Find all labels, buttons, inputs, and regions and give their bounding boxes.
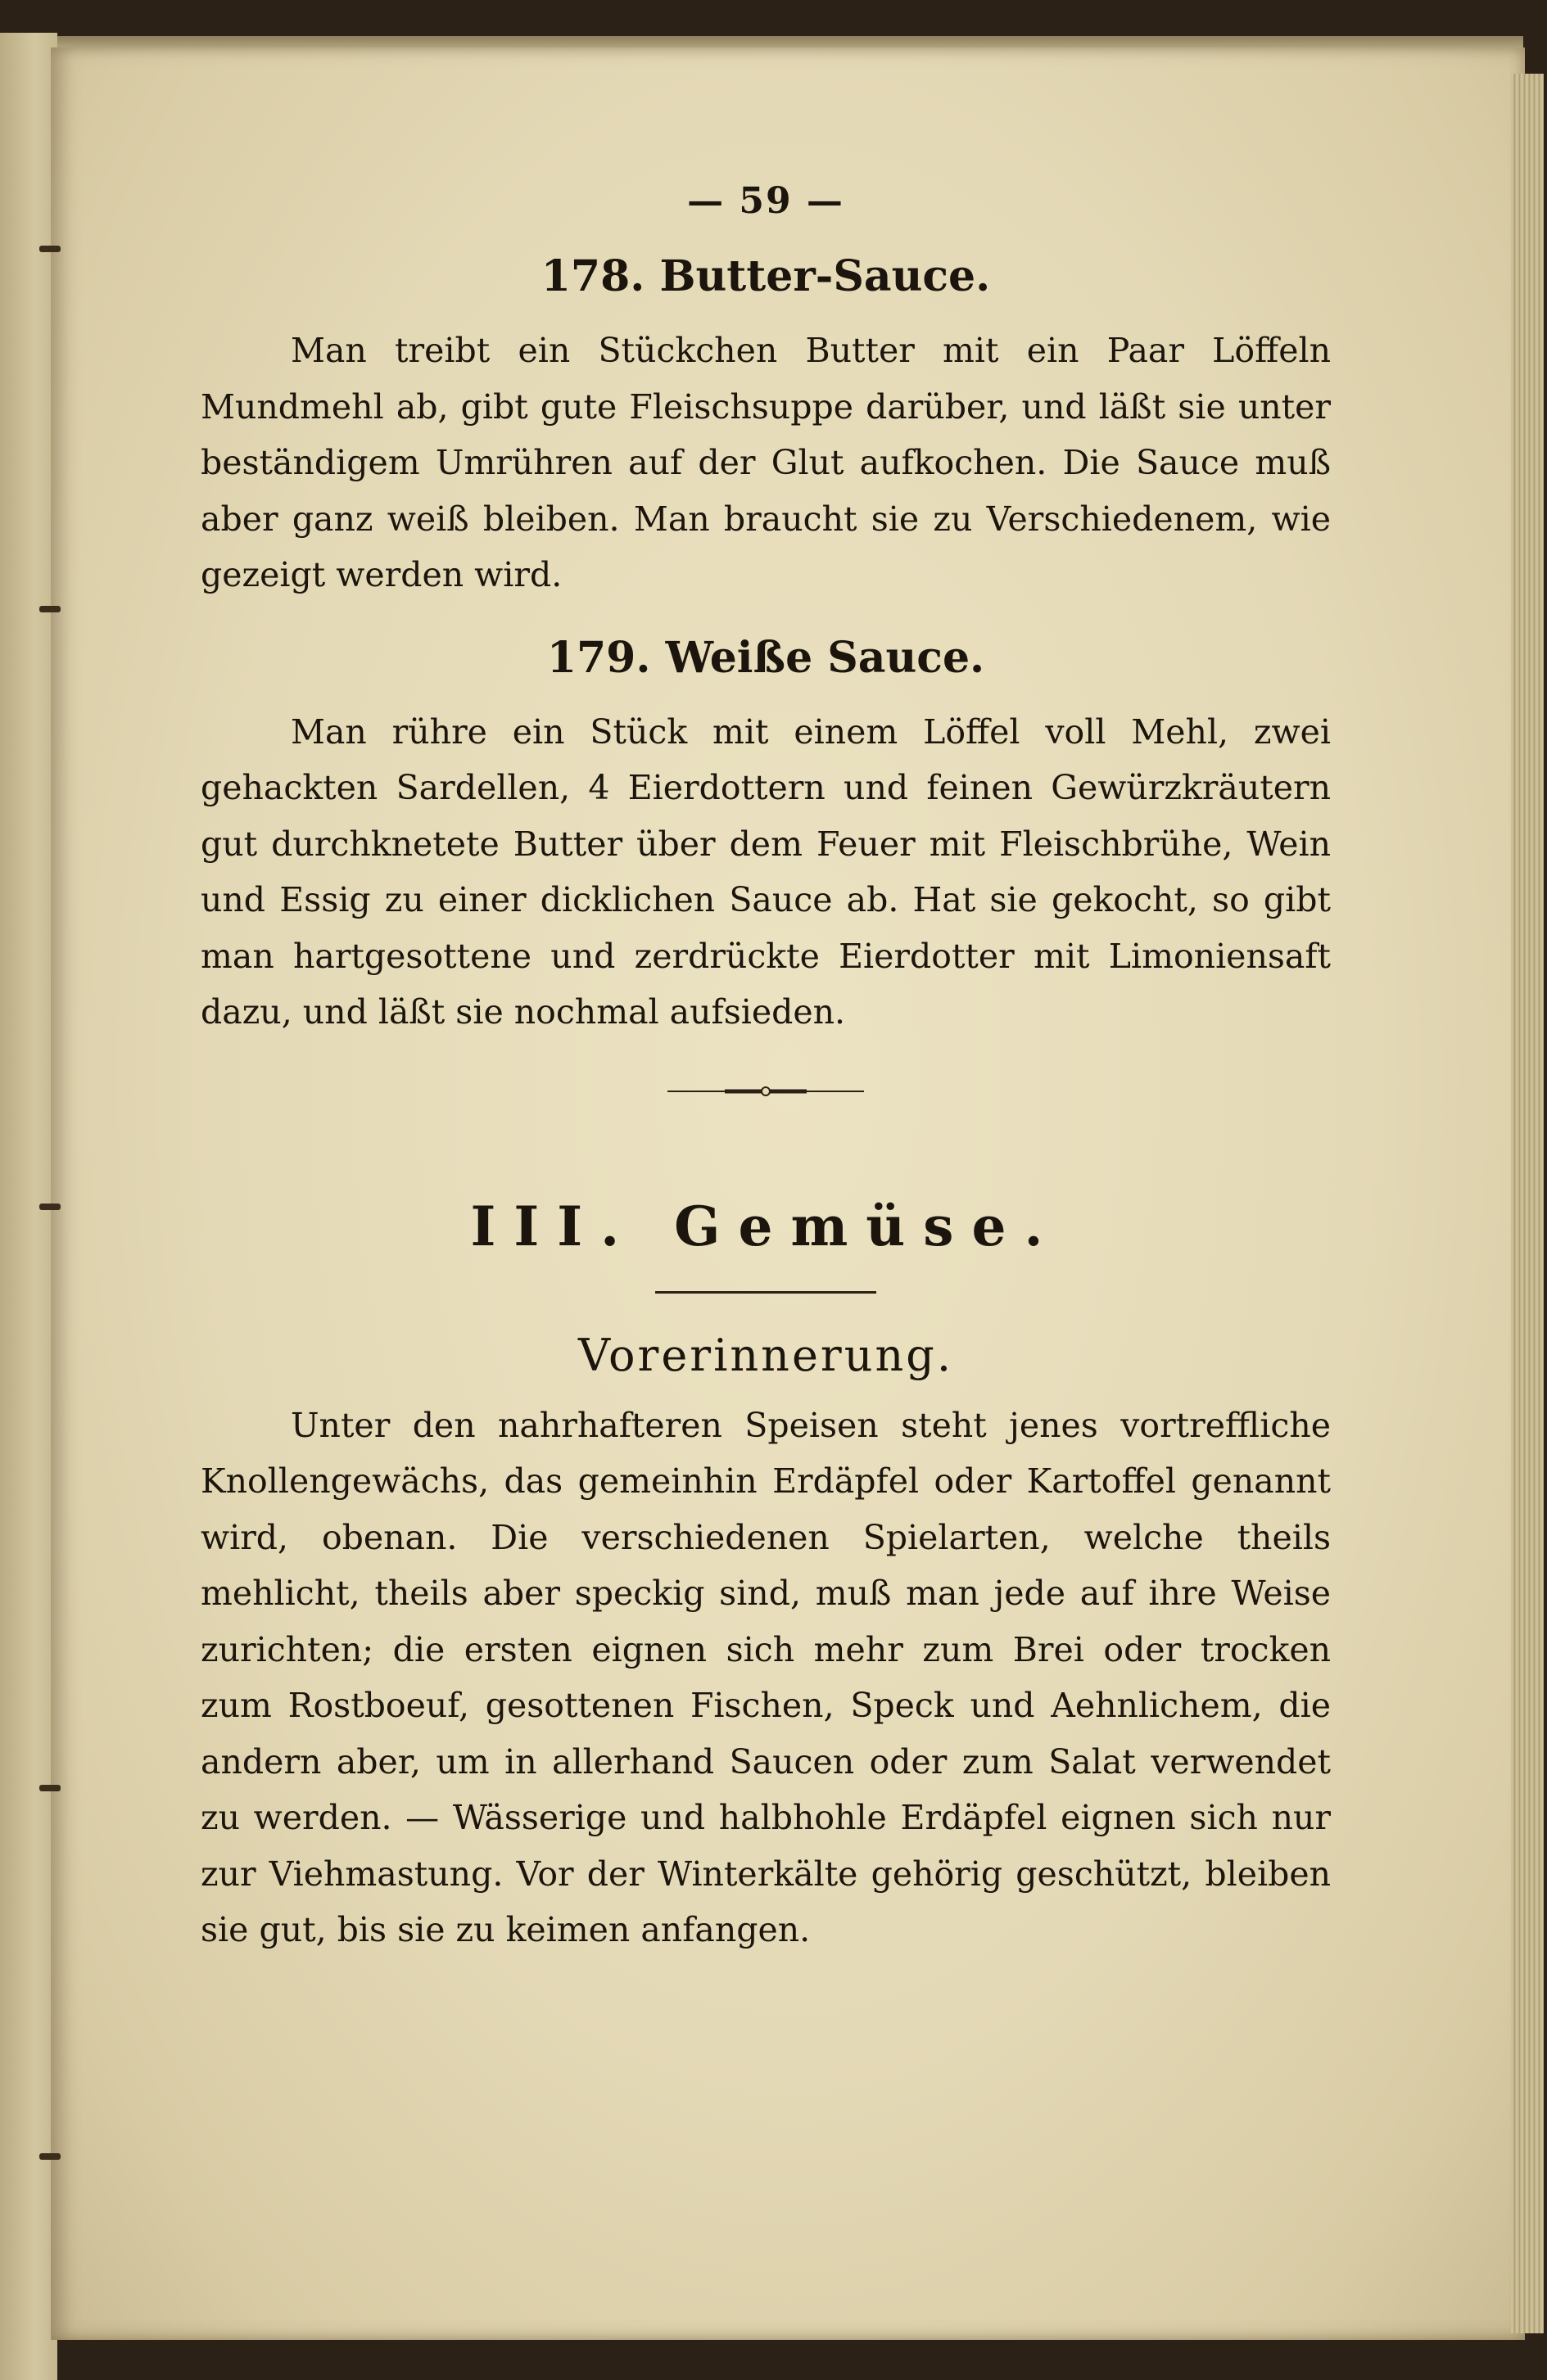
- recipe-179-heading: 179. Weiße Sauce.: [546, 632, 985, 683]
- ornament-divider: [667, 1085, 864, 1098]
- binding-stitch: [39, 246, 61, 252]
- section-subheading: Vorerinnerung.: [577, 1329, 954, 1381]
- binding-stitch: [39, 606, 61, 612]
- binding-stitch: [39, 1204, 61, 1210]
- section-text: Unter den nahrhafteren Speisen steht jenes vortreffliche Knollengewächs, das gemeinhin Erdäpfel oder Kartoffel genannt wird, obenan. Die verschiedenen Spielarten, welche theils mehlicht, theils aber speckig sind, muß man jede auf ihre Weise zurichten; die ersten eignen sich mehr zum Brei oder trocken zum Rostboeuf, gesottenen Fischen, Speck und Aehnlichem, die andern aber, um in allerhand Saucen oder zum Salat verwendet zu werden. — Wässerige und halbhohle Erdäpfel eignen sich nur zur Viehmastung. Vor der Winterkälte gehörig geschützt, bleiben sie gut, bis sie zu keimen anfangen.: [201, 1405, 1331, 1949]
- section-rule: [655, 1291, 876, 1294]
- recipe-178-heading: 178. Butter-Sauce.: [541, 251, 991, 301]
- page-content: [201, 180, 1331, 1958]
- page-stack-edge: [1511, 74, 1544, 2333]
- section-title: III. Gemüse.: [470, 1194, 1061, 1258]
- recipe-179-text: Man rühre ein Stück mit einem Löffel voll Mehl, zwei gehackten Sardellen, 4 Eierdottern und feinen Gewürzkräutern gut durchknetete Butter über dem Feuer mit Fleischbrühe, Wein und Essig zu einer dicklichen Sauce ab. Hat sie gekocht, so gibt man hartgesottene und zerdrückte Eierdotter mit Limoniensaft dazu, und läßt sie nochmal aufsieden.: [201, 711, 1331, 1032]
- recipe-178-text: Man treibt ein Stückchen Butter mit ein Paar Löffeln Mundmehl ab, gibt gute Fleischsuppe darüber, und läßt sie unter beständigem Umrühren auf der Glut aufkochen. Die Sauce muß aber ganz weiß bleiben. Man braucht sie zu Verschiedenem, wie gezeigt werden wird.: [201, 331, 1331, 594]
- binding-stitch: [39, 2153, 61, 2160]
- binding-stitch: [39, 1785, 61, 1791]
- page-number: — 59 —: [687, 180, 844, 222]
